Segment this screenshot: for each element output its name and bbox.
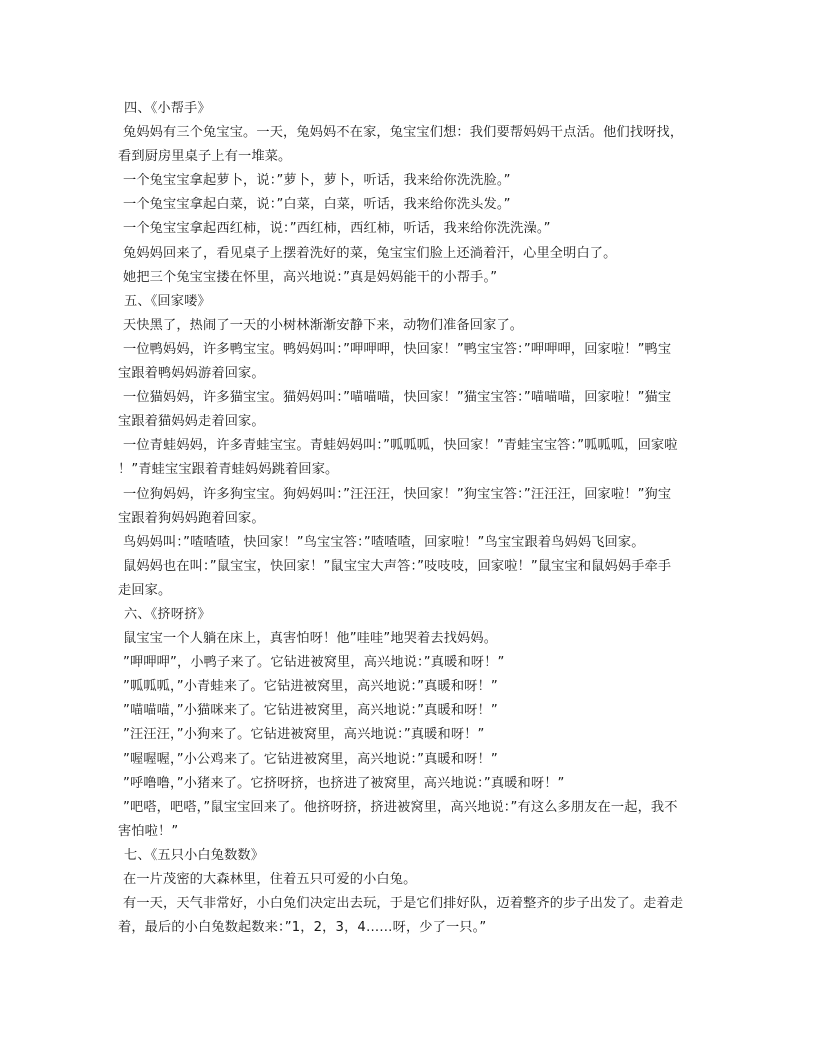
paragraph-line: 一位狗妈妈，许多狗宝宝。狗妈妈叫：”汪汪汪，快回家！”狗宝宝答：”汪汪汪，回家啦！”狗宝 [123, 486, 672, 502]
paragraph-line: 宝跟着狗妈妈跑着回家。 [118, 510, 265, 526]
paragraph-line: ”呱呱呱，”小青蛙来了。它钻进被窝里，高兴地说：”真暖和呀！” [123, 679, 498, 695]
paragraph-line: ”喔喔喔，”小公鸡来了。它钻进被窝里，高兴地说：”真暖和呀！” [123, 751, 498, 767]
paragraph-line: 天快黑了，热闹了一天的小树林渐渐安静下来，动物们准备回家了。 [123, 317, 524, 333]
paragraph-line: 宝跟着鸭妈妈游着回家。 [118, 366, 265, 382]
paragraph-line: 看到厨房里桌子上有一堆菜。 [118, 149, 292, 165]
paragraph-line: ”呷呷呷”，小鸭子来了。它钻进被窝里，高兴地说：”真暖和呀！” [123, 655, 505, 671]
paragraph-line: 一位猫妈妈，许多猫宝宝。猫妈妈叫：”喵喵喵，快回家！”猫宝宝答：”喵喵喵，回家啦！”猫宝 [123, 390, 672, 406]
paragraph-line: 在一片茂密的大森林里，住着五只可爱的小白兔。 [123, 872, 417, 887]
paragraph-line: 害怕啦！” [118, 823, 179, 839]
paragraph-line: ”呼噜噜，”小猪来了。它挤呀挤，也挤进了被窝里，高兴地说：”真暖和呀！” [123, 775, 565, 791]
paragraph-line: 着，最后的小白兔数起数来：”1，2，3，4……呀，少了一只。” [118, 920, 487, 936]
paragraph-line: 一个兔宝宝拿起萝卜，说：”萝卜，萝卜，听话，我来给你洗洗脸。” [123, 173, 511, 189]
paragraph-line: 走回家。 [118, 582, 172, 598]
section-heading: 七、《五只小白兔数数》 [124, 847, 265, 863]
paragraph-line: ”吧嗒，吧嗒，”鼠宝宝回来了。他挤呀挤，挤进被窝里，高兴地说：”有这么多朋友在一起，我不 [123, 799, 678, 815]
section-heading: 五、《回家喽》 [124, 293, 211, 309]
paragraph-line: 一个兔宝宝拿起白菜，说：”白菜，白菜，听话，我来给你洗头发。” [123, 197, 511, 213]
section-heading: 六、《挤呀挤》 [124, 606, 211, 622]
paragraph-line: 一位鸭妈妈，许多鸭宝宝。鸭妈妈叫：”呷呷呷，快回家！”鸭宝宝答：”呷呷呷，回家啦！”鸭宝 [123, 341, 672, 357]
paragraph-line: 她把三个兔宝宝搂在怀里，高兴地说：”真是妈妈能干的小帮手。” [123, 269, 498, 285]
paragraph-line: 鼠宝宝一个人躺在床上，真害怕呀！他”哇哇”地哭着去找妈妈。 [123, 631, 498, 647]
paragraph-line: 兔妈妈有三个兔宝宝。一天，兔妈妈不在家，兔宝宝们想：我们要帮妈妈干点活。他们找呀找， [123, 125, 684, 141]
document-body [118, 97, 702, 940]
paragraph-line: ”汪汪汪，”小狗来了。它钻进被窝里，高兴地说：”真暖和呀！” [123, 727, 485, 743]
paragraph-line: 鸟妈妈叫：”喳喳喳，快回家！”鸟宝宝答：”喳喳喳，回家啦！”鸟宝宝跟着鸟妈妈飞回家。 [123, 534, 645, 550]
paragraph-line: 一位青蛙妈妈，许多青蛙宝宝。青蛙妈妈叫：”呱呱呱，快回家！”青蛙宝宝答：”呱呱呱，回家啦 [123, 438, 678, 454]
paragraph-line: ”喵喵喵，”小猫咪来了。它钻进被窝里，高兴地说：”真暖和呀！” [123, 703, 498, 719]
paragraph-line: 有一天，天气非常好，小白兔们决定出去玩，于是它们排好队，迈着整齐的步子出发了。走着走 [123, 896, 684, 912]
paragraph-line: ！”青蛙宝宝跟着青蛙妈妈跳着回家。 [118, 462, 339, 478]
paragraph-line: 鼠妈妈也在叫：”鼠宝宝，快回家！”鼠宝宝大声答：”吱吱吱，回家啦！”鼠宝宝和鼠妈妈手牵手 [123, 558, 672, 574]
paragraph-line: 宝跟着猫妈妈走着回家。 [118, 414, 265, 430]
paragraph-line: 兔妈妈回来了，看见桌子上摆着洗好的菜，兔宝宝们脸上还淌着汗，心里全明白了。 [123, 245, 617, 261]
paragraph-line: 一个兔宝宝拿起西红柿，说：”西红柿，西红柿，听话，我来给你洗洗澡。” [123, 221, 551, 237]
section-heading: 四、《小帮手》 [124, 101, 211, 116]
